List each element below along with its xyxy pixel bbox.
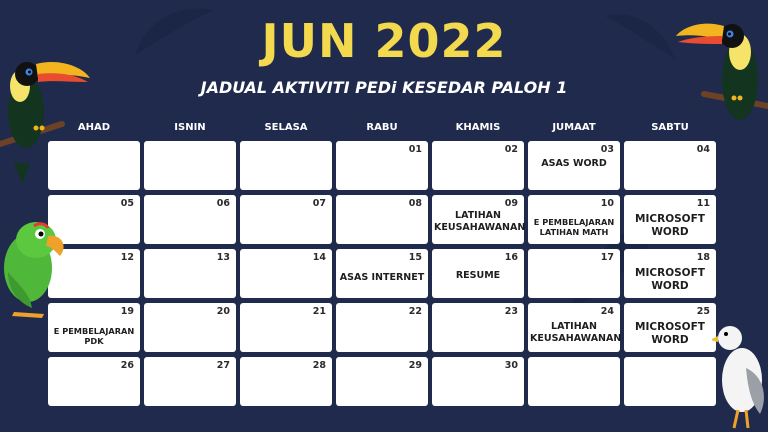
weekday-label: ISNIN [174, 122, 206, 133]
day-number: 12 [120, 252, 134, 263]
weekday-label: SELASA [264, 122, 308, 133]
calendar-day-cell [336, 195, 428, 244]
day-number: 07 [312, 198, 326, 209]
calendar-day-cell [144, 357, 236, 406]
weekday-label: RABU [366, 122, 398, 133]
day-number: 28 [312, 360, 326, 371]
day-number: 02 [504, 144, 518, 155]
weekday-label: AHAD [77, 122, 111, 133]
calendar-day-cell [336, 141, 428, 190]
calendar-day-cell [336, 249, 428, 298]
parrot-icon [0, 216, 70, 320]
day-number: 03 [600, 144, 614, 155]
activity-label: MICROSOFT WORD [635, 266, 705, 292]
day-number: 14 [312, 252, 326, 263]
day-number: 26 [120, 360, 134, 371]
seagull-icon [712, 318, 768, 432]
activity-label: MICROSOFT WORD [635, 212, 705, 238]
calendar-day-cell [528, 357, 620, 406]
day-number: 05 [120, 198, 134, 209]
calendar-grid [48, 141, 720, 409]
calendar-day-cell [432, 195, 524, 244]
calendar-day-cell [144, 195, 236, 244]
calendar-day-cell [144, 141, 236, 190]
day-number: 10 [600, 198, 614, 209]
calendar-day-cell [528, 249, 620, 298]
calendar-day-cell [624, 195, 716, 244]
activity-label: LATIHAN KEUSAHAWANAN [434, 210, 526, 234]
calendar-day-cell [432, 141, 524, 190]
calendar-day-cell [624, 249, 716, 298]
day-number: 16 [504, 252, 518, 263]
weekday-label: SABTU [651, 122, 689, 133]
calendar-day-cell [48, 357, 140, 406]
calendar-day-cell [624, 357, 716, 406]
toucan-icon [674, 14, 768, 144]
activity-label: ASAS INTERNET [339, 272, 425, 284]
calendar-day-cell [240, 249, 332, 298]
calendar-day-cell [144, 303, 236, 352]
day-number: 30 [504, 360, 518, 371]
activity-label: ASAS WORD [541, 158, 607, 170]
calendar-day-cell [336, 303, 428, 352]
calendar-day-cell [240, 303, 332, 352]
calendar-day-cell [432, 303, 524, 352]
activity-label: RESUME [455, 270, 501, 282]
calendar-day-cell [624, 141, 716, 190]
day-number: 17 [600, 252, 614, 263]
weekday-header [48, 122, 720, 138]
day-number: 29 [408, 360, 422, 371]
day-number: 19 [120, 306, 134, 317]
day-number: 22 [408, 306, 422, 317]
weekday-label: JUMAAT [552, 122, 596, 133]
day-number: 15 [408, 252, 422, 263]
day-number: 25 [696, 306, 710, 317]
day-number: 13 [216, 252, 230, 263]
activity-label: MICROSOFT WORD [635, 320, 705, 346]
activity-label: E PEMBELAJARAN LATIHAN MATH [533, 216, 615, 237]
day-number: 06 [216, 198, 230, 209]
calendar-day-cell [144, 249, 236, 298]
calendar-day-cell [336, 357, 428, 406]
calendar-day-cell [432, 357, 524, 406]
weekday-label: KHAMIS [455, 122, 501, 133]
calendar-day-cell [528, 195, 620, 244]
calendar-day-cell [240, 195, 332, 244]
calendar-day-cell [240, 357, 332, 406]
day-number: 20 [216, 306, 230, 317]
calendar-day-cell [624, 303, 716, 352]
day-number: 09 [504, 198, 518, 209]
activity-label: E PEMBELAJARAN PDK [53, 325, 135, 346]
day-number: 27 [216, 360, 230, 371]
page-title: JUN 2022 [261, 14, 507, 68]
calendar-day-cell [432, 249, 524, 298]
day-number: 24 [600, 306, 614, 317]
day-number: 04 [696, 144, 710, 155]
day-number: 01 [408, 144, 422, 155]
day-number: 23 [504, 306, 518, 317]
day-number: 18 [696, 252, 710, 263]
calendar-day-cell [240, 141, 332, 190]
day-number: 08 [408, 198, 422, 209]
day-number: 11 [696, 198, 710, 209]
calendar-day-cell [528, 303, 620, 352]
calendar-day-cell [528, 141, 620, 190]
toucan-icon [0, 52, 96, 184]
activity-label: LATIHAN KEUSAHAWANAN [530, 321, 622, 345]
day-number: 21 [312, 306, 326, 317]
page-subtitle: JADUAL AKTIVITI PEDi KESEDAR PALOH 1 [200, 78, 568, 97]
